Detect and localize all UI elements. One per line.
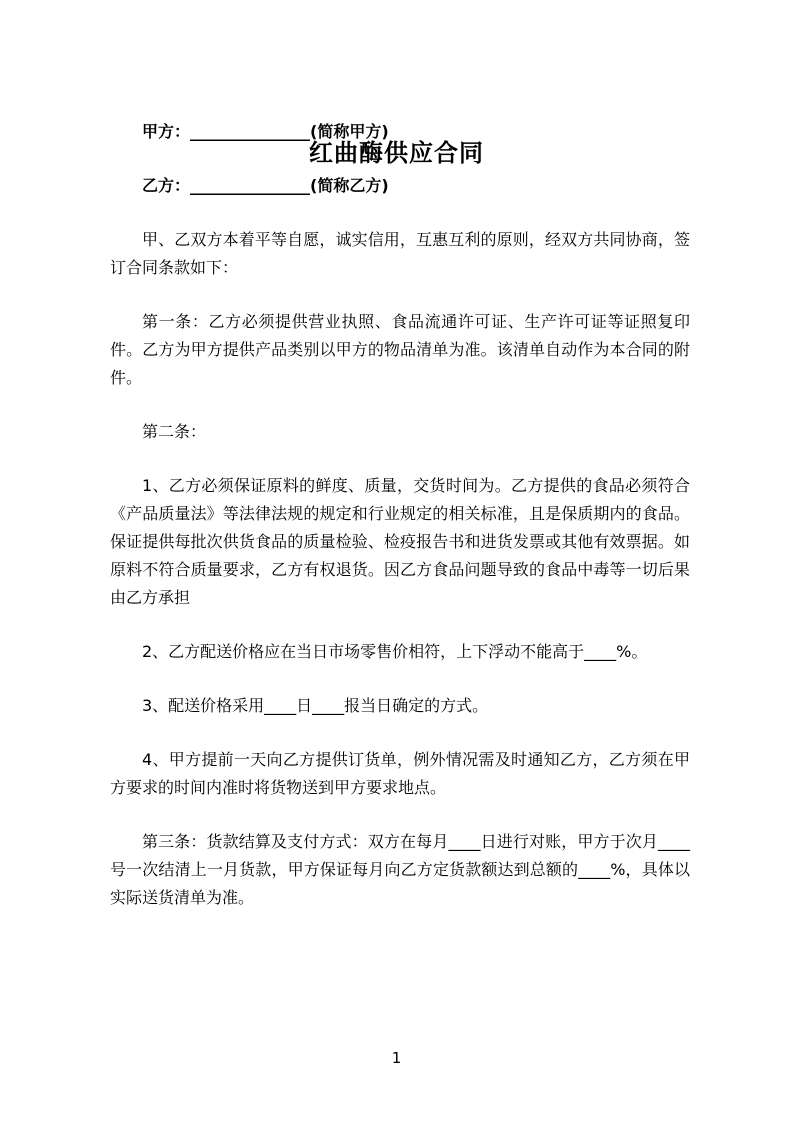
document-content	[110, 0, 690, 938]
document-title: 红曲酶供应合同	[309, 139, 484, 167]
contract-body	[110, 118, 690, 912]
party-b-line: 乙方：_______________(简称乙方)	[142, 176, 389, 195]
preamble-paragraph: 甲、乙双方本着平等自愿，诚实信用，互惠互利的原则，经双方共同协商，签订合同条款如下：	[110, 230, 690, 277]
clause-2-heading: 第二条：	[142, 422, 207, 441]
clause-3-paragraph: 第三条：货款结算及支付方式：双方在每月____日进行对账，甲方于次月____号一次结清上一月货款，甲方保证每月向乙方定货款额达到总额的____%，具体以实际送货清单为准。	[110, 832, 690, 907]
clause-2-item-2: 2、乙方配送价格应在当日市场零售价相符，上下浮动不能高于____%。	[142, 642, 648, 661]
clause-2-item-3: 3、配送价格采用____日____报当日确定的方式。	[142, 696, 489, 715]
page-number: 1	[391, 1049, 402, 1067]
clause-1-paragraph: 第一条：乙方必须提供营业执照、食品流通许可证、生产许可证等证照复印件。乙方为甲方提供产品类别以甲方的物品清单为准。该清单自动作为本合同的附件。	[110, 312, 690, 387]
clause-2-item-4: 4、甲方提前一天向乙方提供订货单，例外情况需及时通知乙方，乙方须在甲方要求的时间内准时将货物送到甲方要求地点。	[110, 750, 690, 797]
clause-2-item-1: 1、乙方必须保证原料的鲜度、质量，交货时间为。乙方提供的食品必须符合《产品质量法》等法律法规的规定和行业规定的相关标准，且是保质期内的食品。保证提供每批次供货食品的质量检验、检疫报告书和进货发票或其他有效票据。如原料不符合质量要求，乙方有权退货。因乙方食品问题导致的食品中毒等一切后果由乙方承担	[110, 476, 690, 607]
party-a-line: 甲方：_______________(简称甲方)	[142, 122, 389, 141]
